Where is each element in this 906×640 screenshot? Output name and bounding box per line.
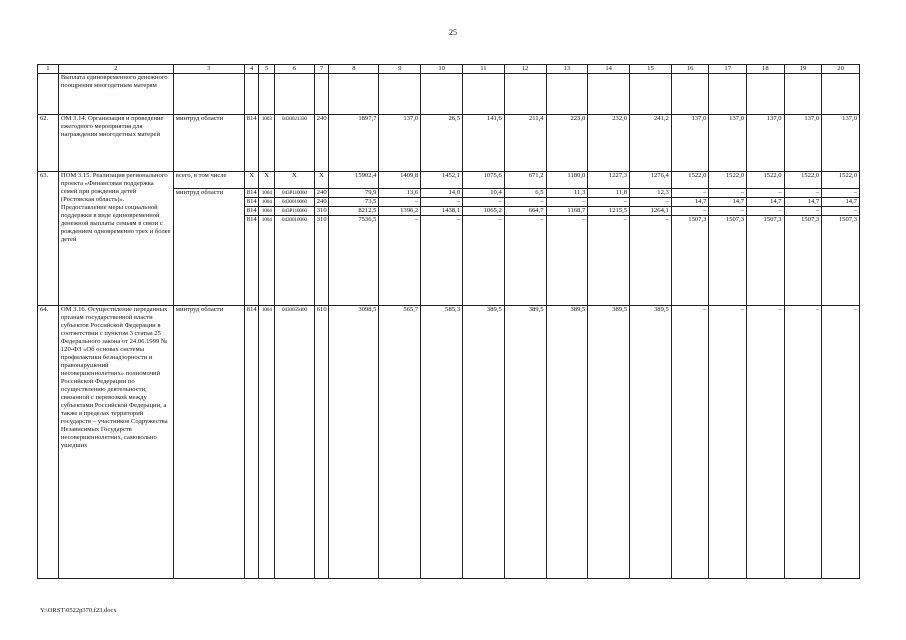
cell-vr: 240 (314, 189, 329, 198)
column-number-cell: 7 (314, 65, 329, 74)
value-cell: – (546, 216, 588, 306)
value-cell: – (463, 198, 505, 207)
value-cell: 14,7 (671, 198, 709, 207)
code-cell: Х (244, 172, 259, 189)
column-number-cell: 19 (784, 65, 822, 74)
column-number-cell: 15 (630, 65, 672, 74)
value-cell: 241,2 (630, 115, 672, 172)
value-cell: – (671, 306, 709, 579)
value-cell: – (630, 198, 672, 207)
value-cell: 1522,0 (784, 172, 822, 189)
cell-grbs: 814 (244, 189, 259, 198)
code-cell: Х (259, 172, 275, 189)
cell-csr: 0430010060 (275, 216, 315, 306)
value-cell: 389,5 (504, 306, 546, 579)
value-cell: – (822, 207, 860, 216)
column-number-cell: 14 (588, 65, 630, 74)
cell-grbs: 814 (244, 306, 259, 579)
value-cell: – (421, 198, 463, 207)
value-cell: 141,6 (463, 115, 505, 172)
cell-name: Выплата единовременного денежного поощрения многодетным матерям (58, 74, 173, 115)
value-cell: 12,3 (630, 189, 672, 198)
value-cell: 1897,7 (329, 115, 379, 172)
value-cell: 664,7 (504, 207, 546, 216)
value-cell: 137,0 (747, 115, 785, 172)
value-cell: 1522,0 (747, 172, 785, 189)
cell-csr: 043P110060 (275, 189, 315, 198)
value-cell: 232,0 (588, 115, 630, 172)
column-number-cell: 18 (747, 65, 785, 74)
code-cell: Х (275, 172, 315, 189)
cell-name: ПОМ 3.15. Реализация регионального проекта «Финансовая поддержка семей при рождении детей (Ростовская область)». Предоставление меры социальной поддержки в виде единовременной денежной выплаты семьям в связи с рождением одновременно трех и более детей (58, 172, 173, 306)
cell-name: ОМ 3.16. Осуществление переданных органам государственной власти субъектов Российской Федерации в соответствии с пунктом 3 статьи 25 Федерального закона от 24.06.1999 № 120-ФЗ «Об основах системы профилактики безнадзорности и правонарушений несовершеннолетних» полномочий Российской Федерации по осуществлению деятельности, связанной с перевозкой между субъектами Российской Федерации, а также в пределах территорий государств – участников Содружества Независимых Государств несовершеннолетних, самовольно ушедших (58, 306, 173, 579)
column-number-cell: 20 (822, 65, 860, 74)
value-cell: – (630, 216, 672, 306)
table-body (38, 65, 860, 579)
cell-vr: 310 (314, 216, 329, 306)
document-footer-path: Y:\ORST\0522p370.f23.docx (40, 607, 117, 614)
value-cell: – (463, 216, 505, 306)
value-cell: 671,2 (504, 172, 546, 189)
column-number-cell: 13 (546, 65, 588, 74)
cell-grbs: 814 (244, 115, 259, 172)
value-cell: – (784, 207, 822, 216)
table-row-62 (38, 115, 860, 172)
cell-csr: 0430010060 (275, 198, 315, 207)
value-cell: 137,0 (822, 115, 860, 172)
value-cell: – (784, 306, 822, 579)
column-number-cell: 2 (58, 65, 173, 74)
table-row-63-total (38, 172, 860, 189)
table-row-64 (38, 306, 860, 579)
value-cell: 11,3 (546, 189, 588, 198)
cell-grbs: 814 (244, 198, 259, 207)
cell-name: ОМ 3.14. Организация и проведение ежегодного мероприятия для награждения многодетных матерей (58, 115, 173, 172)
value-cell: – (747, 189, 785, 198)
column-number-cell: 17 (709, 65, 747, 74)
value-cell: – (709, 189, 747, 198)
value-cell: 14,7 (747, 198, 785, 207)
value-cell: – (421, 216, 463, 306)
value-cell: 11,8 (588, 189, 630, 198)
column-number-cell: 5 (259, 65, 275, 74)
value-cell: – (784, 189, 822, 198)
cell-rzpr: 1004 (259, 306, 275, 579)
cell-num: 62. (38, 115, 59, 172)
cell-vr: 240 (314, 198, 329, 207)
value-cell: 389,5 (463, 306, 505, 579)
value-cell: 1396,2 (379, 207, 421, 216)
cell-vr: 310 (314, 207, 329, 216)
value-cell: 6,5 (504, 189, 546, 198)
value-cell: – (671, 189, 709, 198)
column-number-cell: 8 (329, 65, 379, 74)
value-cell: 137,0 (784, 115, 822, 172)
value-cell: 14,0 (421, 189, 463, 198)
value-cell: 1215,5 (588, 207, 630, 216)
value-cell: 1507,3 (747, 216, 785, 306)
value-cell: 79,9 (329, 189, 379, 198)
column-number-cell: 6 (275, 65, 315, 74)
value-cell: 1507,3 (784, 216, 822, 306)
code-cell: Х (314, 172, 329, 189)
value-cell: 13,6 (379, 189, 421, 198)
value-cell: 1438,1 (421, 207, 463, 216)
value-cell: – (504, 216, 546, 306)
value-cell: 1522,0 (671, 172, 709, 189)
column-number-cell: 11 (463, 65, 505, 74)
column-number-cell: 12 (504, 65, 546, 74)
value-cell: – (671, 207, 709, 216)
value-cell: – (588, 216, 630, 306)
cell-csr: 043P110060 (275, 207, 315, 216)
value-cell: 26,5 (421, 115, 463, 172)
value-cell: 15902,4 (329, 172, 379, 189)
value-cell: 565,7 (379, 306, 421, 579)
value-cell: – (379, 216, 421, 306)
column-number-row (38, 65, 860, 74)
value-cell: 223,0 (546, 115, 588, 172)
value-cell: 389,5 (588, 306, 630, 579)
value-cell: 7536,5 (329, 216, 379, 306)
cell-executor-total: всего, в том числе (173, 172, 244, 189)
cell-rzpr: 1004 (259, 198, 275, 207)
cell-executor: минтруд области (173, 306, 244, 579)
value-cell: – (822, 306, 860, 579)
value-cell: 10,4 (463, 189, 505, 198)
value-cell: – (588, 198, 630, 207)
cell-vr: 240 (314, 115, 329, 172)
column-number-cell: 1 (38, 65, 59, 74)
cell-num: 63. (38, 172, 59, 306)
cell-rzpr: 1003 (259, 115, 275, 172)
column-number-cell: 10 (421, 65, 463, 74)
value-cell: 8212,5 (329, 207, 379, 216)
table-row-continuation (38, 74, 860, 115)
value-cell: 1522,0 (709, 172, 747, 189)
cell-num (38, 74, 59, 115)
value-cell: 1264,1 (630, 207, 672, 216)
column-number-cell: 16 (671, 65, 709, 74)
value-cell: 3098,5 (329, 306, 379, 579)
value-cell: 1180,0 (546, 172, 588, 189)
value-cell: 137,0 (379, 115, 421, 172)
value-cell: – (546, 198, 588, 207)
value-cell: 1075,6 (463, 172, 505, 189)
value-cell: 73,5 (329, 198, 379, 207)
value-cell: – (379, 198, 421, 207)
cell-grbs: 814 (244, 216, 259, 306)
value-cell: – (709, 207, 747, 216)
value-cell: 585,3 (421, 306, 463, 579)
column-number-cell: 3 (173, 65, 244, 74)
value-cell: 1522,0 (822, 172, 860, 189)
value-cell: 137,0 (709, 115, 747, 172)
value-cell: 389,5 (546, 306, 588, 579)
value-cell: 14,7 (784, 198, 822, 207)
column-number-cell: 4 (244, 65, 259, 74)
cell-rzpr: 1004 (259, 216, 275, 306)
page-number: 25 (449, 28, 457, 37)
value-cell: – (822, 189, 860, 198)
value-cell: 1276,4 (630, 172, 672, 189)
value-cell: – (504, 198, 546, 207)
value-cell: 14,7 (709, 198, 747, 207)
cell-rzpr: 1004 (259, 189, 275, 198)
value-cell: – (747, 207, 785, 216)
value-cell: 137,0 (671, 115, 709, 172)
value-cell: 1065,2 (463, 207, 505, 216)
budget-table (37, 64, 860, 579)
cell-csr: 0430059400 (275, 306, 315, 579)
cell-csr: 0430021330 (275, 115, 315, 172)
cell-rzpr: 1004 (259, 207, 275, 216)
value-cell: 14,7 (822, 198, 860, 207)
cell-num: 64. (38, 306, 59, 579)
cell-grbs: 814 (244, 207, 259, 216)
value-cell: 1452,1 (421, 172, 463, 189)
value-cell: 1507,3 (671, 216, 709, 306)
column-number-cell: 9 (379, 65, 421, 74)
value-cell: 389,5 (630, 306, 672, 579)
value-cell: 211,4 (504, 115, 546, 172)
value-cell: 1409,8 (379, 172, 421, 189)
cell-vr: 610 (314, 306, 329, 579)
value-cell: – (709, 306, 747, 579)
value-cell: 1168,7 (546, 207, 588, 216)
cell-executor: минтруд области (173, 189, 244, 306)
value-cell: 1227,3 (588, 172, 630, 189)
cell-executor: минтруд области (173, 115, 244, 172)
value-cell: – (747, 306, 785, 579)
value-cell: 1507,3 (822, 216, 860, 306)
value-cell: 1507,3 (709, 216, 747, 306)
